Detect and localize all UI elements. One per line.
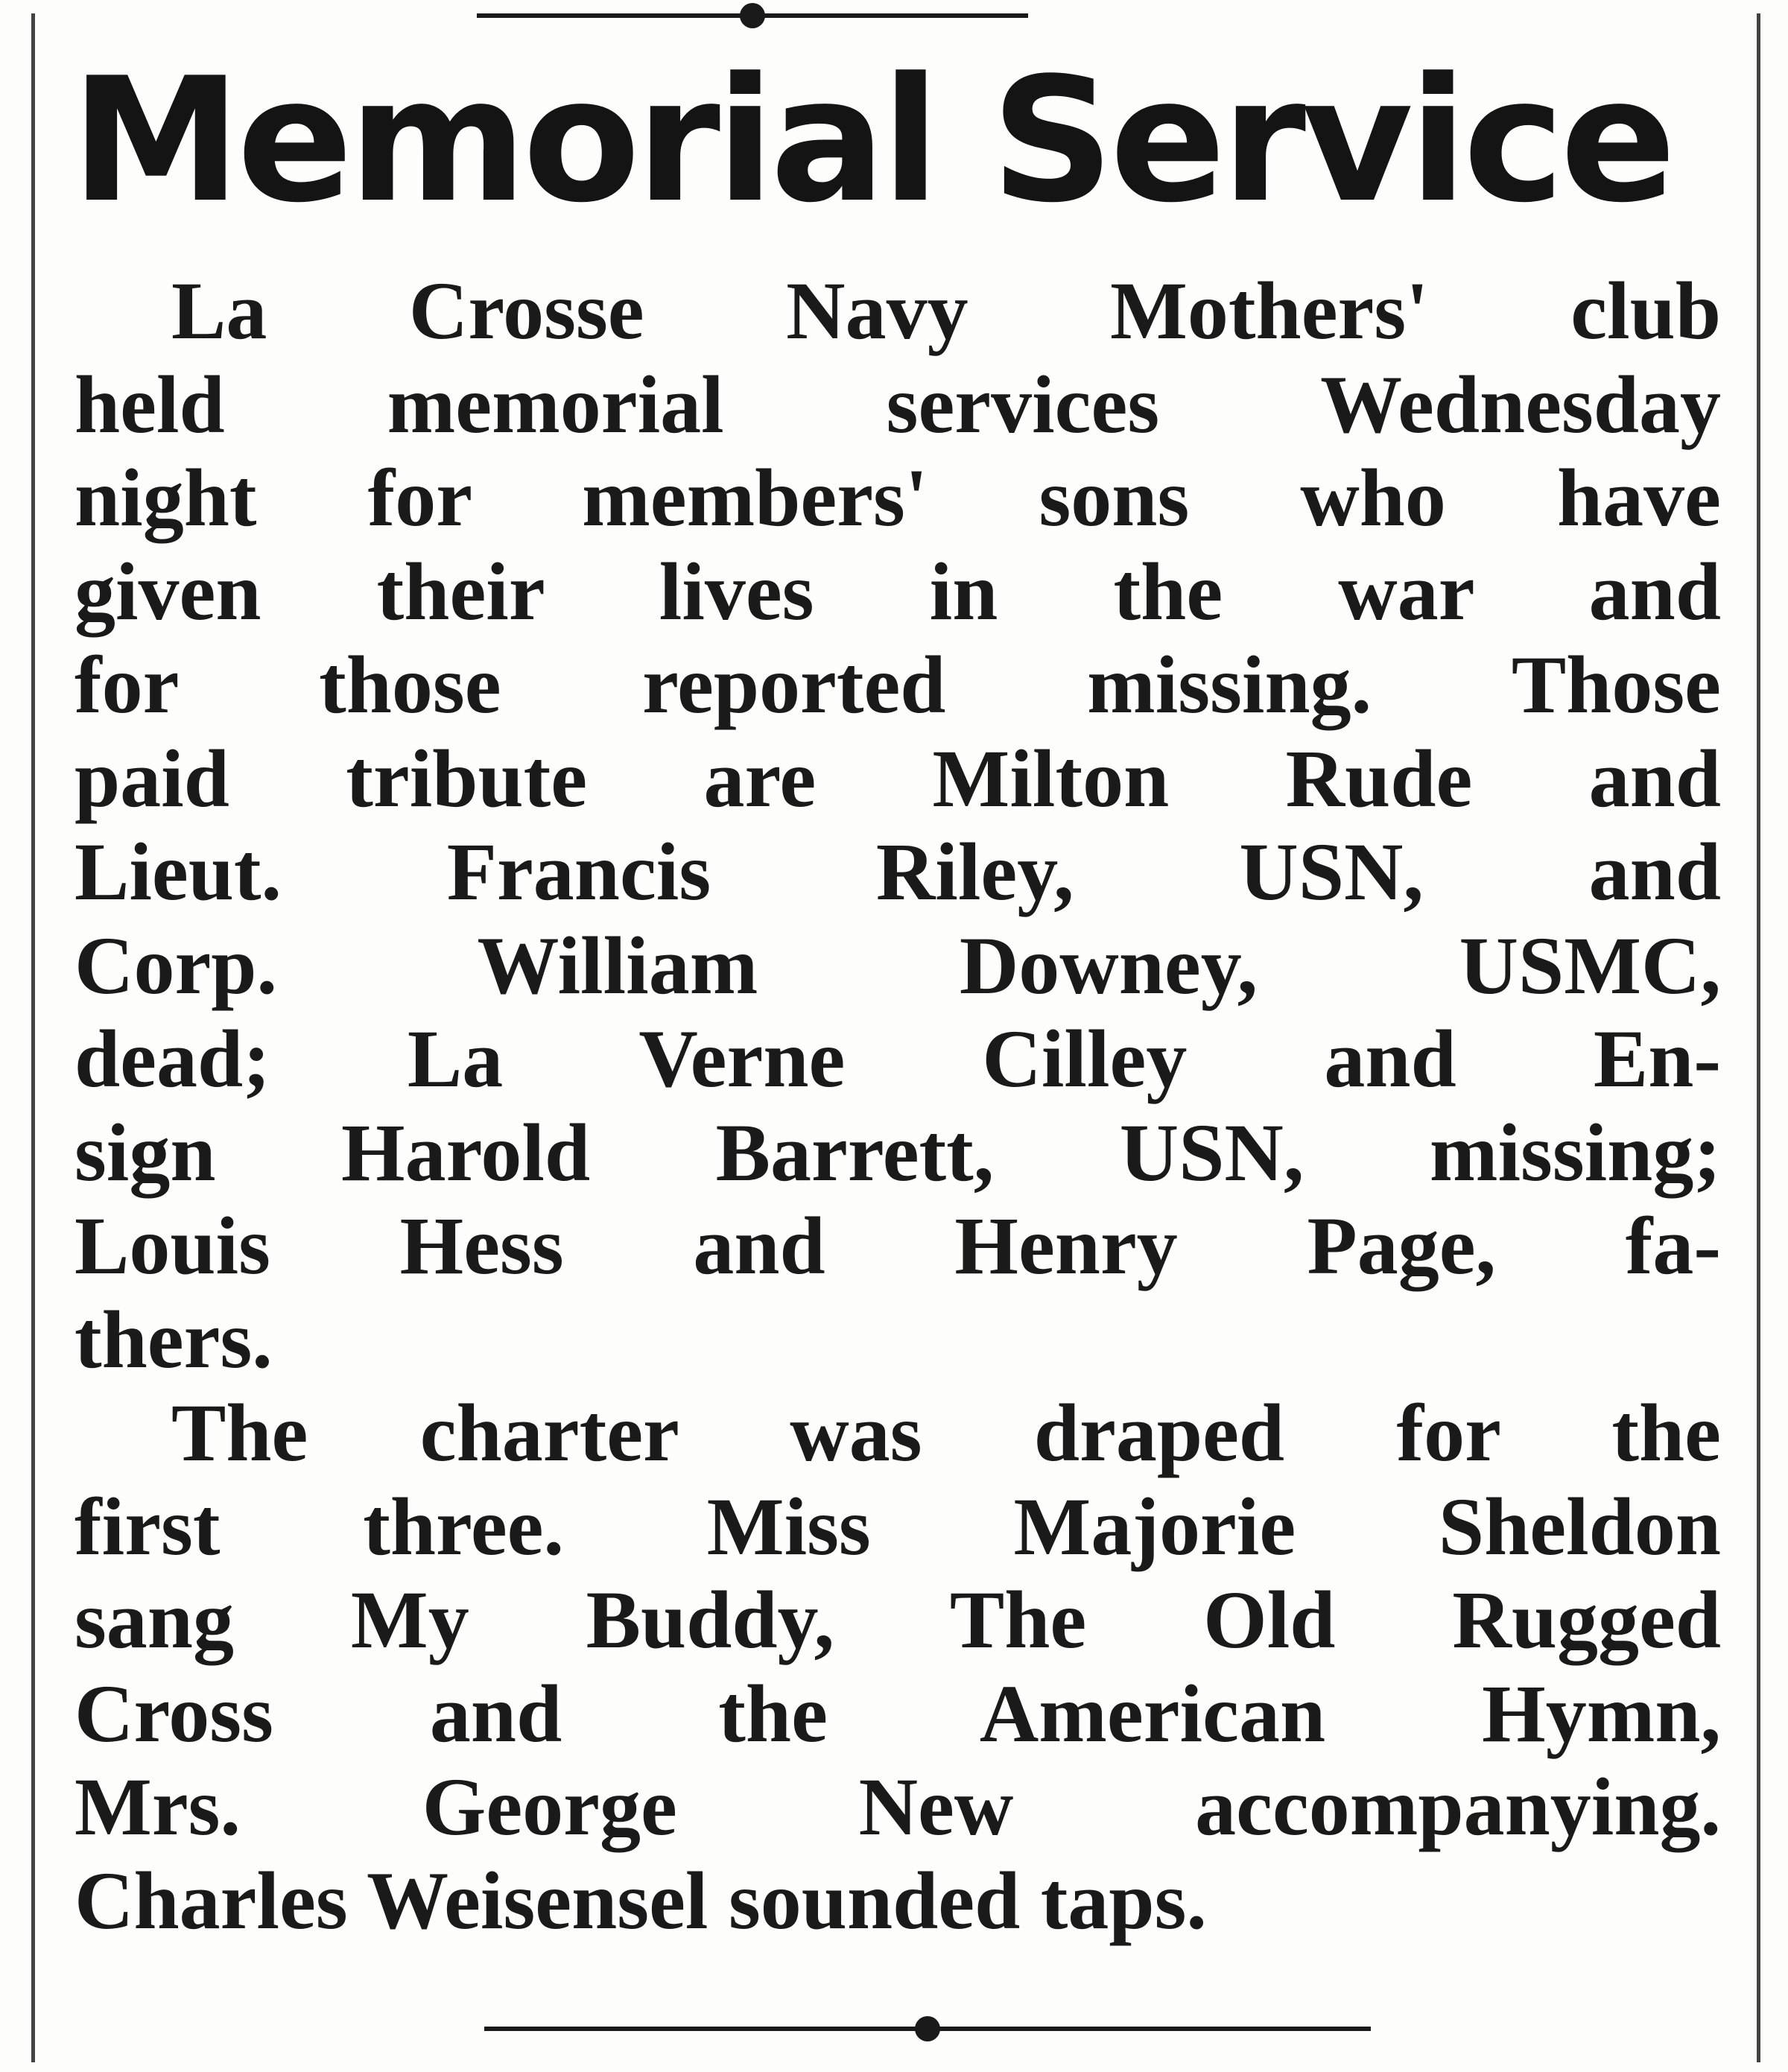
text-line: sign Harold Barrett, USN, missing;	[74, 1106, 1721, 1198]
text-line: dead; La Verne Cilley and En-	[74, 1013, 1721, 1104]
top-rule-dot	[740, 3, 765, 28]
paragraph-1	[74, 264, 1721, 1387]
article-body	[74, 264, 1721, 1948]
bottom-ornament-rule	[484, 2024, 1371, 2031]
paragraph-2	[74, 1387, 1721, 1948]
column-rule-right	[1757, 13, 1760, 2062]
text-line: The charter was draped for the	[171, 1387, 1721, 1478]
bottom-rule-dot	[915, 2016, 940, 2041]
text-line: Louis Hess and Henry Page, fa-	[74, 1200, 1721, 1291]
text-line: held memorial services Wednesday	[74, 358, 1721, 450]
headline: Memorial Service	[71, 42, 1673, 241]
column-rule-left	[31, 13, 35, 2062]
text-line: given their lives in the war and	[74, 545, 1721, 637]
text-line: Mrs. George New accompanying.	[74, 1761, 1721, 1852]
text-line: Cross and the American Hymn,	[74, 1667, 1721, 1759]
top-ornament-rule	[477, 10, 1028, 18]
text-line: thers.	[74, 1293, 273, 1385]
text-line: La Crosse Navy Mothers' club	[171, 265, 1721, 356]
text-line: night for members' sons who have	[74, 452, 1721, 543]
text-line: first three. Miss Majorie Sheldon	[74, 1480, 1721, 1572]
text-line: Charles Weisensel sounded taps.	[74, 1854, 1207, 1946]
text-line: sang My Buddy, The Old Rugged	[74, 1574, 1721, 1665]
text-line: Corp. William Downey, USMC,	[74, 919, 1721, 1011]
text-line: Lieut. Francis Riley, USN, and	[74, 826, 1721, 917]
text-line: for those reported missing. Those	[74, 639, 1721, 730]
text-line: paid tribute are Milton Rude and	[74, 732, 1721, 824]
